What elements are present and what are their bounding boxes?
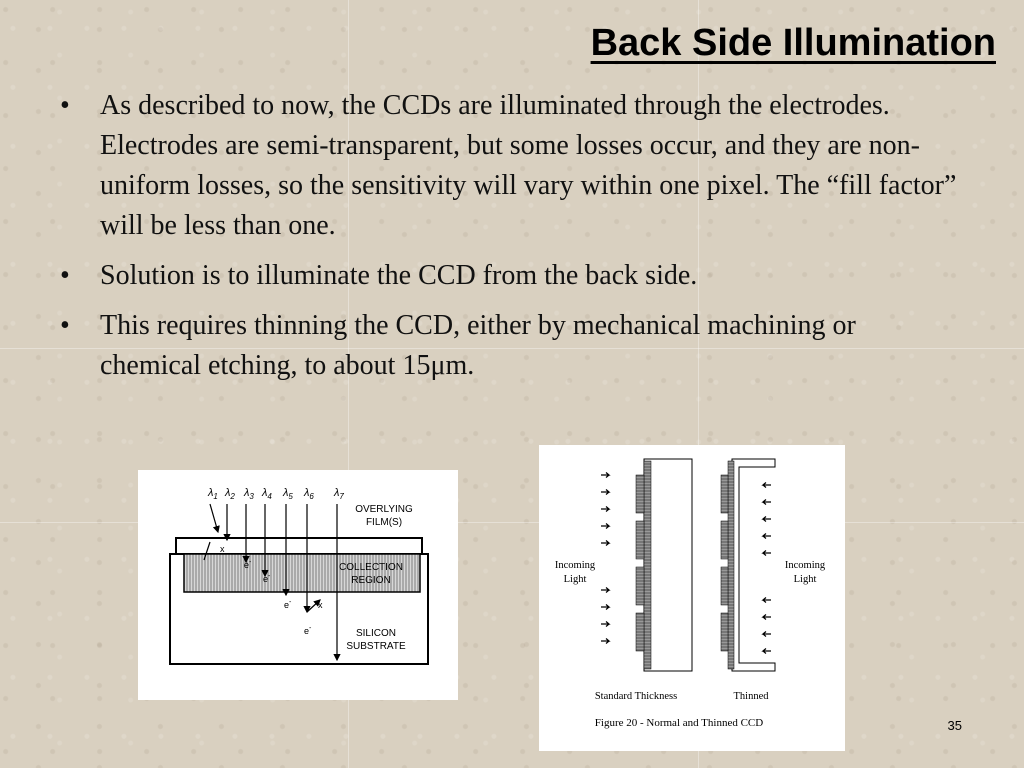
thinned-label: Thinned	[733, 691, 769, 702]
gate-electrode	[721, 521, 728, 559]
thinned-ccd-electrodes	[728, 461, 734, 669]
wavelength-label-2: $\lambda_2$	[225, 487, 235, 501]
wavelength-label-7: $\lambda_7$	[334, 487, 344, 501]
bullet-marker: •	[60, 310, 70, 341]
thinned-ccd-diagram	[539, 445, 845, 751]
standard-thickness-label: Standard Thickness	[594, 691, 678, 702]
wavelength-label-1: $\lambda_1$	[208, 487, 218, 501]
bullet-marker: •	[60, 90, 70, 121]
thinned-ccd-figure	[539, 445, 845, 751]
incoming-light-arrows-right	[763, 483, 771, 654]
thinned-ccd-frame	[732, 459, 775, 671]
electron-label: e-	[304, 625, 312, 636]
page-number: 35	[947, 718, 962, 733]
standard-ccd-electrodes	[644, 461, 651, 669]
ccd-cross-section-figure	[138, 470, 458, 700]
bullet-item	[60, 86, 960, 246]
wavelength-label-6: $\lambda_6$	[304, 487, 314, 501]
collection-region	[184, 554, 420, 592]
x-marker: x	[220, 544, 225, 554]
wavelength-label-5: $\lambda_5$	[283, 487, 293, 501]
collection-region-label: REGION	[351, 575, 391, 586]
gate-electrode	[721, 567, 728, 605]
gate-electrode	[636, 521, 644, 559]
gate-electrode	[636, 567, 644, 605]
gate-electrode	[636, 613, 644, 651]
x-marker: x	[318, 600, 323, 610]
bullet-marker: •	[60, 260, 70, 291]
incoming-light-label-left: Light	[563, 574, 587, 585]
ccd-cross-section-diagram	[138, 470, 458, 700]
silicon-substrate-label: SUBSTRATE	[346, 641, 406, 652]
wavelength-label-3: $\lambda_3$	[244, 487, 254, 501]
bullet-text: As described to now, the CCDs are illuminated through the electrodes. Electrodes are semi-transparent, but some losses occur, and they are non-uniform losses, so the sensitivity will vary within one pixel. The “fill factor” will be less than one.	[100, 90, 957, 241]
electron-label: e-	[244, 559, 252, 570]
electron-label: e-	[284, 599, 292, 610]
overlying-film	[176, 538, 422, 554]
bullet-item	[60, 306, 960, 386]
bullet-item	[60, 256, 960, 296]
wavelength-label-4: $\lambda_4$	[262, 487, 272, 501]
bullet-text: This requires thinning the CCD, either by mechanical machining or chemical etching, to about 15μm.	[100, 310, 856, 381]
silicon-substrate-label: SILICON	[355, 628, 397, 639]
incoming-light-label-right: Light	[793, 574, 817, 585]
overlying-film-label: FILM(S)	[365, 517, 403, 528]
incoming-light-label-right: Incoming	[784, 560, 826, 571]
slide-title: Back Side Illumination	[590, 22, 996, 64]
gate-electrode	[721, 475, 728, 513]
figure-caption: Figure 20 - Normal and Thinned CCD	[594, 717, 764, 729]
wavelength-labels	[207, 487, 344, 501]
incoming-light-arrows-left	[601, 473, 609, 644]
incoming-light-label-left: Incoming	[554, 560, 596, 571]
electron-label: e-	[263, 573, 271, 584]
overlying-film-label: OVERLYING	[355, 504, 413, 515]
bullet-list	[60, 86, 960, 396]
gate-electrode	[721, 613, 728, 651]
gate-electrode	[636, 475, 644, 513]
bullet-text: Solution is to illuminate the CCD from the back side.	[100, 260, 698, 291]
ray-1	[210, 504, 218, 532]
collection-region-label: COLLECTION	[339, 562, 403, 573]
